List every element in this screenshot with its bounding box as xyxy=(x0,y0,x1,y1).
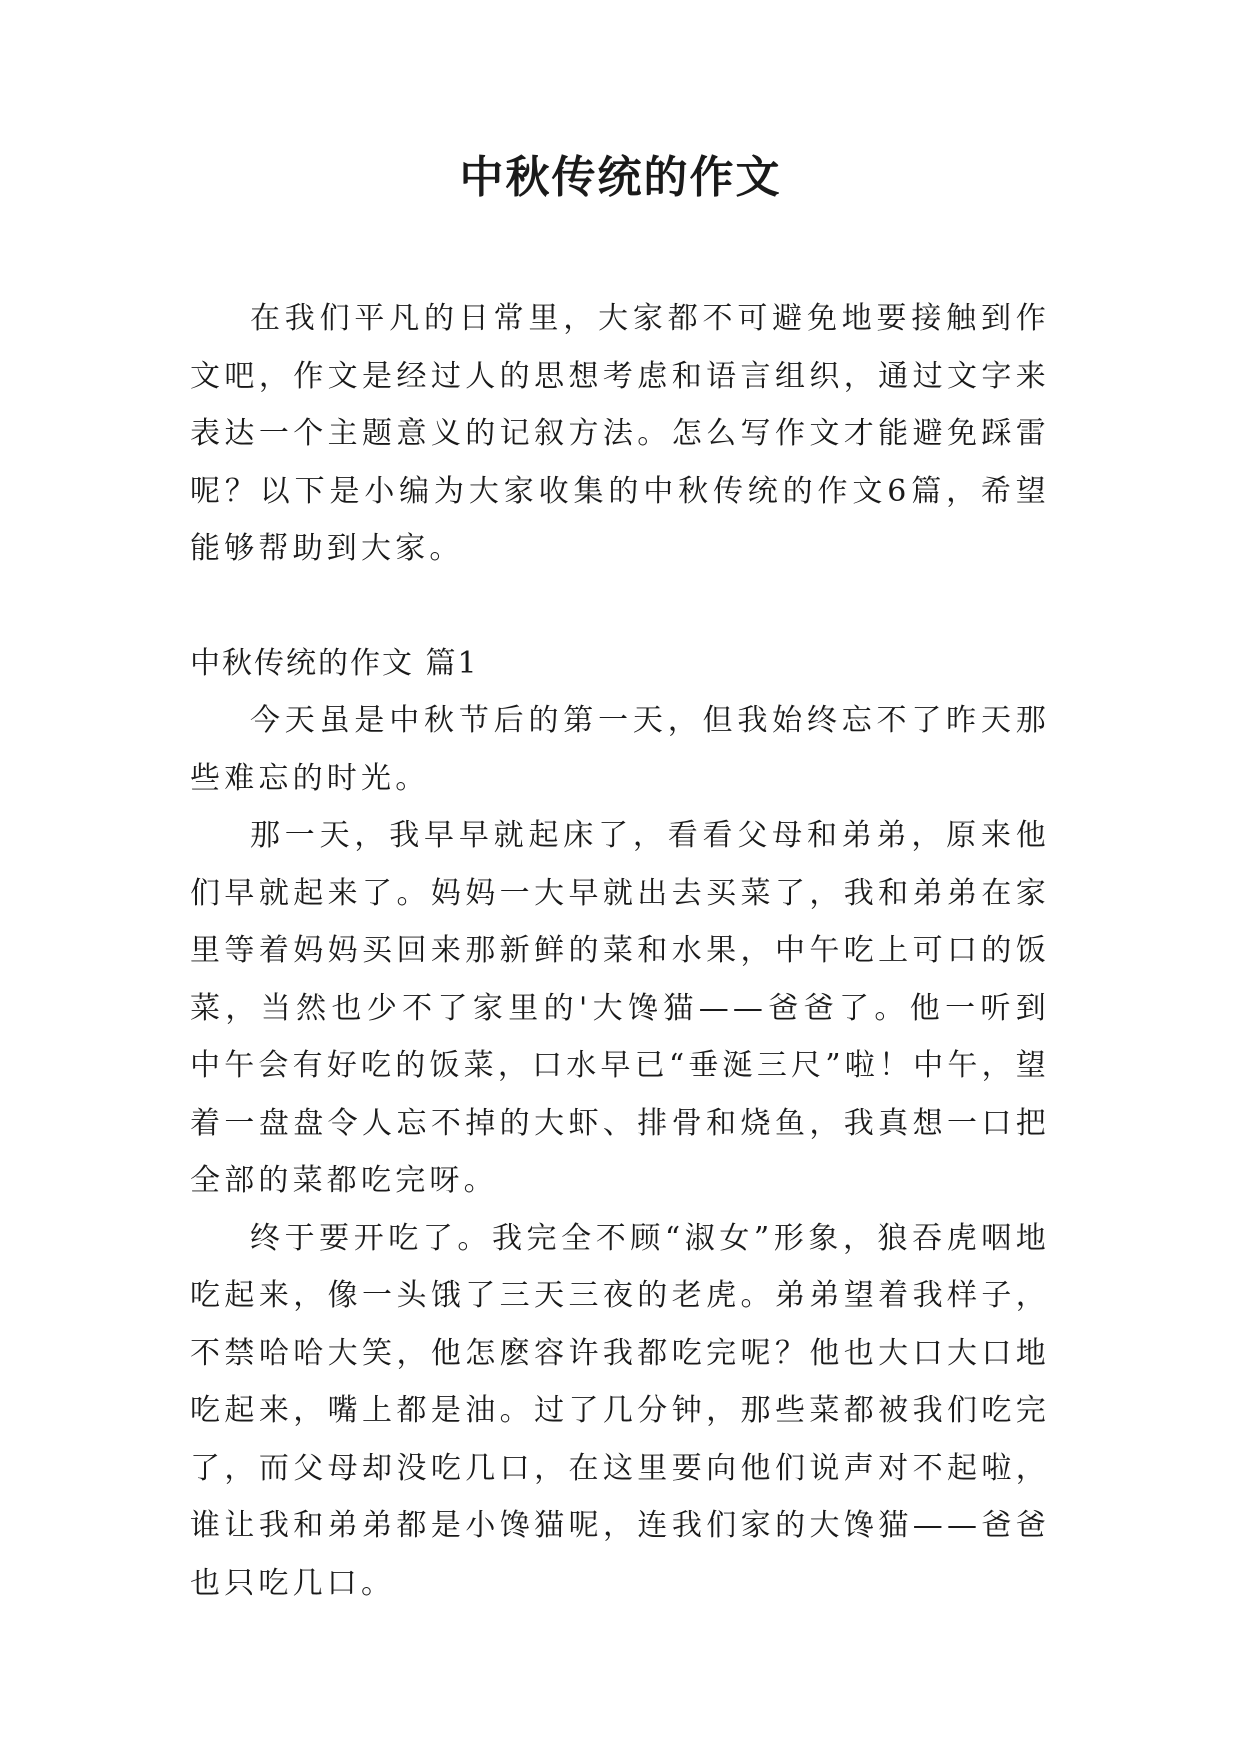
spacer xyxy=(190,578,1050,635)
body-paragraph-2: 那一天，我早早就起床了，看看父母和弟弟，原来他们早就起来了。妈妈一大早就出去买菜了，我和弟弟在家里等着妈妈买回来那新鲜的菜和水果，中午吃上可口的饭菜，当然也少不了家里的'大馋猫——爸爸了。他一听到中午会有好吃的饭菜，口水早已“垂涎三尺”啦！中午，望着一盘盘令人忘不掉的大虾、排骨和烧鱼，我真想一口把全部的菜都吃完呀。 xyxy=(190,818,1050,1198)
body-paragraph-3: 终于要开吃了。我完全不顾“淑女”形象，狼吞虎咽地吃起来，像一头饿了三天三夜的老虎。弟弟望着我样子，不禁哈哈大笑，他怎麽容许我都吃完呢？他也大口大口地吃起来，嘴上都是油。过了几分钟，那些菜都被我们吃完了，而父母却没吃几口，在这里要向他们说声对不起啦，谁让我和弟弟都是小馋猫呢，连我们家的大馋猫——爸爸也只吃几口。 xyxy=(190,1220,1050,1601)
intro-paragraph: 在我们平凡的日常里，大家都不可避免地要接触到作文吧，作文是经过人的思想考虑和语言组织，通过文字来表达一个主题意义的记叙方法。怎么写作文才能避免踩雷呢？以下是小编为大家收集的中秋传统的作文6篇，希望能够帮助到大家。 xyxy=(190,301,1050,566)
body-paragraph-1: 今天虽是中秋节后的第一天，但我始终忘不了昨天那些难忘的时光。 xyxy=(190,703,1050,796)
document-title: 中秋传统的作文 xyxy=(459,152,782,203)
section-title: 中秋传统的作文 篇1 xyxy=(190,645,479,681)
document-body xyxy=(190,290,1050,1612)
